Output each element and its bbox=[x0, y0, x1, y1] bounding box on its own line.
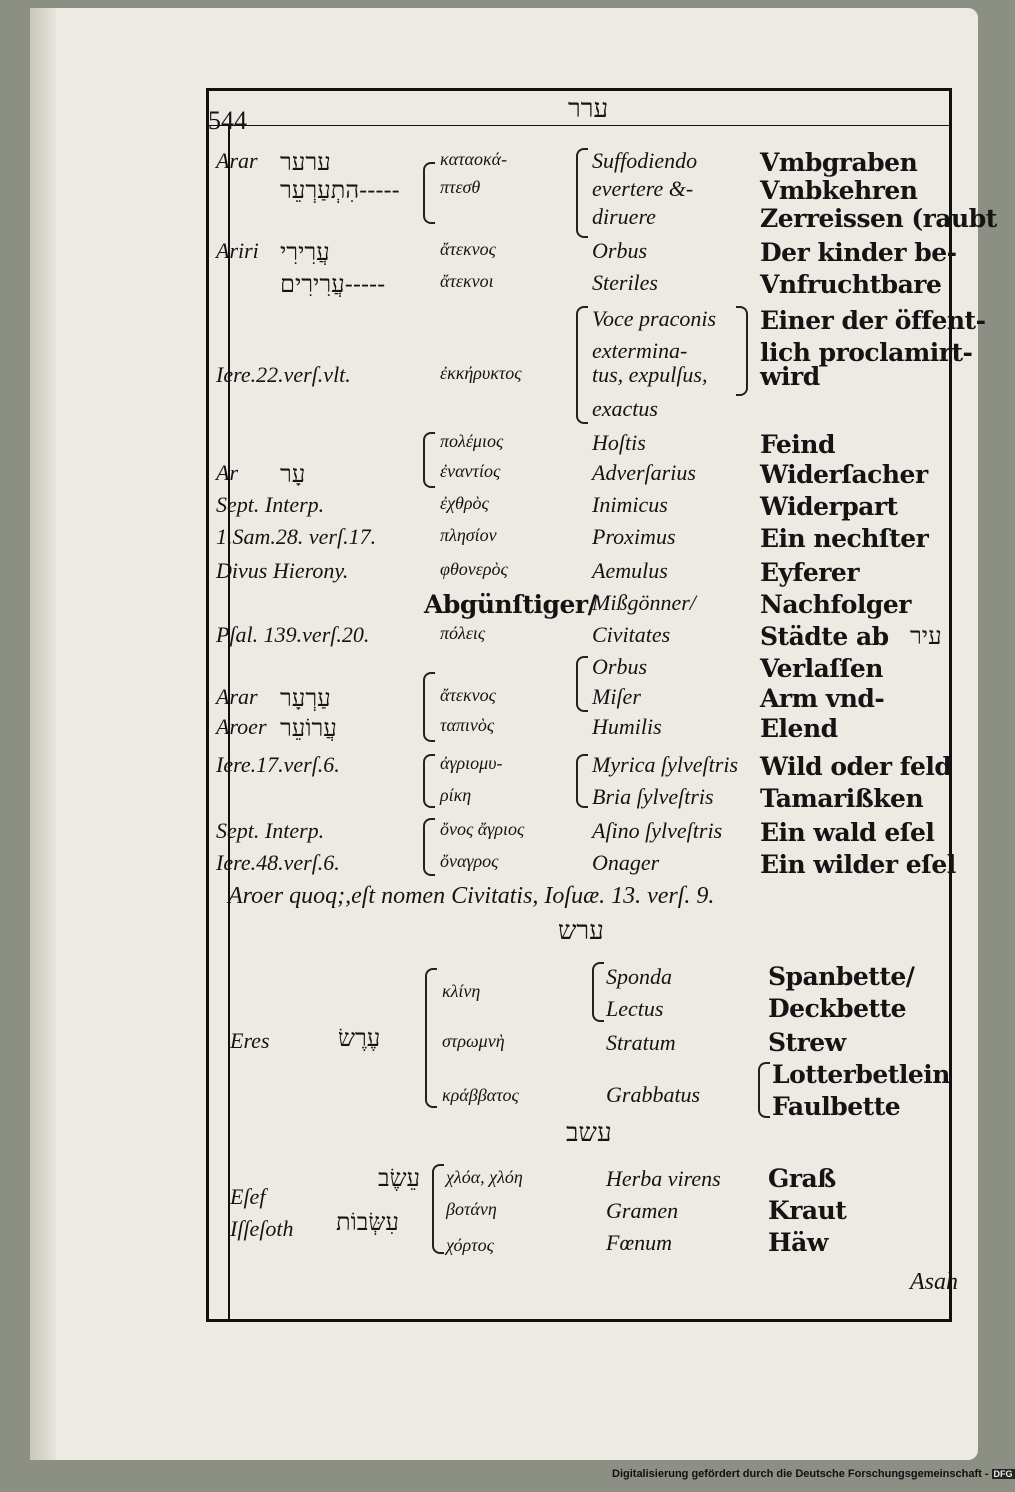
cell-c3: ἄτεκνος bbox=[440, 685, 496, 705]
cell-c4: diruere bbox=[592, 204, 656, 229]
cell-c4: Orbus bbox=[592, 654, 648, 679]
latin-word: Grabbatus bbox=[606, 1082, 701, 1107]
cell-c5: Ein wilder eſel bbox=[760, 850, 956, 879]
cell-c4: Adverſarius bbox=[592, 460, 696, 485]
cell-c1: Sept. Interp. bbox=[216, 818, 325, 843]
aroer-note: Aroer quoq;,eſt nomen Civitatis, Ioſuæ. 13. verſ. 9. bbox=[228, 883, 715, 909]
cell-c4: Suffodiendo bbox=[592, 148, 698, 173]
cell-c4: exactus bbox=[592, 396, 658, 421]
cell-c3: καταoκά- bbox=[440, 149, 508, 169]
latin-name: Eſef bbox=[230, 1184, 266, 1209]
frame-rule bbox=[206, 125, 952, 126]
cell-c1: Ariri bbox=[216, 238, 259, 263]
cell-c3: ταπινὸς bbox=[440, 715, 495, 735]
german-word: Deckbette bbox=[768, 994, 907, 1023]
latin-name: Eres bbox=[230, 1028, 270, 1053]
cell-c3: ρίκη bbox=[440, 785, 472, 805]
brace bbox=[576, 754, 588, 808]
cell-c4: Orbus bbox=[592, 238, 648, 263]
cell-c4: Miſer bbox=[592, 684, 641, 709]
cell-c3: πτεσθ bbox=[440, 177, 481, 197]
cell-c2: ערער bbox=[280, 148, 331, 176]
brace bbox=[423, 162, 435, 224]
section-heading: ערש bbox=[558, 916, 604, 946]
greek-word: χόρτος bbox=[446, 1235, 494, 1255]
cell-c5: Nachfolger bbox=[760, 590, 911, 619]
brace bbox=[736, 306, 748, 396]
greek-word: στρωμνὴ bbox=[442, 1031, 505, 1051]
cell-c2: -----הִתְעַרְעֵר bbox=[280, 176, 400, 204]
cell-c4: Civitates bbox=[592, 622, 671, 647]
section-heading: עשב bbox=[566, 1118, 612, 1148]
cell-c4: Proximus bbox=[592, 524, 676, 549]
cell-c3: πολέμιος bbox=[440, 431, 504, 451]
brace bbox=[423, 672, 435, 742]
hebrew-word: עֶרֶשׂ bbox=[338, 1024, 381, 1052]
cell-c5: Tamarißken bbox=[760, 784, 924, 813]
cell-c5: Ein nechſter bbox=[760, 524, 929, 553]
footer-credit bbox=[612, 1468, 1015, 1480]
latin-word: Lectus bbox=[606, 996, 664, 1021]
latin-word: Sponda bbox=[606, 964, 672, 989]
cell-c2: עָר bbox=[280, 460, 306, 488]
cell-c3: Abgünſtiger/ bbox=[424, 590, 597, 619]
greek-word: χλόα, χλόη bbox=[446, 1167, 523, 1187]
cell-c3: ἐχθρὸς bbox=[440, 493, 489, 513]
cell-c4: Mißgönner/ bbox=[592, 590, 696, 615]
cell-c3: ὄναγρος bbox=[440, 851, 499, 871]
cell-c1: Aroer bbox=[216, 714, 267, 739]
cell-c3: φθονερὸς bbox=[440, 559, 508, 579]
running-head: ערר bbox=[568, 94, 609, 124]
german-word: Faulbette bbox=[772, 1092, 901, 1121]
cell-c1: Divus Hierony. bbox=[216, 558, 349, 583]
cell-c5: Städte ab bbox=[760, 622, 889, 651]
greek-word: κράββατος bbox=[442, 1085, 519, 1105]
cell-c2: -----עֲרִירִים bbox=[280, 270, 386, 298]
cell-c1: Arar bbox=[216, 148, 258, 173]
cell-c5: Vnfruchtbare bbox=[760, 270, 942, 299]
german-word: Häw bbox=[768, 1228, 828, 1257]
cell-c2: עַרְעָר bbox=[280, 684, 331, 712]
cell-c2: עֲרִירִי bbox=[280, 238, 330, 266]
cell-c4: Bria ſylveſtris bbox=[592, 784, 714, 809]
brace bbox=[576, 306, 588, 424]
german-word: Kraut bbox=[768, 1196, 847, 1225]
brace bbox=[576, 148, 588, 238]
cell-c3: ἐκκήρυκτος bbox=[440, 363, 522, 383]
cell-c5: Ein wald eſel bbox=[760, 818, 935, 847]
brace bbox=[592, 962, 604, 1022]
brace bbox=[423, 818, 435, 876]
hebrew-word: עִשְּׂבוֹת bbox=[336, 1208, 399, 1236]
latin-word: Gramen bbox=[606, 1198, 679, 1223]
cell-c1: Iere.22.verſ.vlt. bbox=[216, 362, 351, 387]
brace bbox=[425, 968, 437, 1108]
hebrew-word: עֵשֶׂב bbox=[378, 1164, 421, 1192]
cell-c4: Onager bbox=[592, 850, 660, 875]
cell-c5: Vmbkehren bbox=[760, 176, 918, 205]
cell-c5: Widerpart bbox=[760, 492, 898, 521]
cell-c4: Aemulus bbox=[592, 558, 668, 583]
cell-c3: ἐναντίος bbox=[440, 461, 501, 481]
cell-c4: Hoſtis bbox=[592, 430, 646, 455]
cell-c5: Zerreissen (raubt bbox=[760, 204, 997, 233]
cell-c4: Inimicus bbox=[592, 492, 668, 517]
german-word: Spanbette/ bbox=[768, 962, 915, 991]
cell-c5: Vmbgraben bbox=[760, 148, 918, 177]
cell-c1: Sept. Interp. bbox=[216, 492, 325, 517]
greek-word: κλίνη bbox=[442, 981, 481, 1001]
page-number: 544 bbox=[208, 106, 247, 135]
cell-c5: wird bbox=[760, 362, 820, 391]
cell-c5: Arm vnd- bbox=[760, 684, 885, 713]
cell-c4: Myrica ſylveſtris bbox=[592, 752, 739, 777]
brace bbox=[423, 432, 435, 488]
cell-c5: Einer der öffent- bbox=[760, 306, 986, 335]
cell-c4: Voce praconis bbox=[592, 306, 717, 331]
brace bbox=[423, 754, 435, 808]
cell-c3: ἀγριομυ- bbox=[440, 753, 503, 773]
latin-word: Fœnum bbox=[606, 1230, 672, 1255]
cell-c2: עֲרוֹעֵר bbox=[280, 714, 337, 742]
german-word: Lotterbetlein bbox=[772, 1060, 950, 1089]
page-binding bbox=[30, 8, 56, 1460]
greek-word: βοτάνη bbox=[446, 1199, 497, 1219]
cell-c3: ἄτεκνος bbox=[440, 239, 496, 259]
cell-c1: Iere.48.verſ.6. bbox=[216, 850, 340, 875]
cell-c1: Iere.17.verſ.6. bbox=[216, 752, 340, 777]
latin-name: Iſſeſoth bbox=[230, 1216, 294, 1241]
cell-c3: πόλεις bbox=[440, 623, 486, 643]
cell-c5: Elend bbox=[760, 714, 838, 743]
german-word: Graß bbox=[768, 1164, 836, 1193]
cell-c1: Arar bbox=[216, 684, 258, 709]
cell-c5: Verlaſſen bbox=[760, 654, 883, 683]
cell-c1: Pſal. 139.verſ.20. bbox=[216, 622, 370, 647]
cell-c5: lich proclamirt- bbox=[760, 338, 973, 367]
latin-word: Herba virens bbox=[606, 1166, 721, 1191]
cell-c5: Wild oder feld bbox=[760, 752, 952, 781]
cell-c5: Der kinder be- bbox=[760, 238, 957, 267]
footer-text: Digitalisierung gefördert durch die Deutsche Forschungsgemeinschaft - bbox=[612, 1468, 989, 1480]
cell-c4: tus, expulſus, bbox=[592, 362, 708, 387]
cell-c4: Humilis bbox=[592, 714, 662, 739]
cell-c1: Ar bbox=[216, 460, 238, 485]
brace bbox=[432, 1164, 444, 1254]
cell-c3: ἄτεκνοι bbox=[440, 271, 494, 291]
cell-c4: evertere &- bbox=[592, 176, 694, 201]
brace bbox=[576, 656, 588, 712]
cell-c1: 1.Sam.28. verſ.17. bbox=[216, 524, 377, 549]
cell-c4: extermina- bbox=[592, 338, 688, 363]
cell-c5: Feind bbox=[760, 430, 835, 459]
brace bbox=[758, 1062, 770, 1118]
german-word: Strew bbox=[768, 1028, 846, 1057]
cell-c3: ὄνος ἄγριος bbox=[440, 819, 525, 839]
latin-word: Stratum bbox=[606, 1030, 676, 1055]
cell-c4: Aſino ſylveſtris bbox=[592, 818, 723, 843]
cell-c4: Steriles bbox=[592, 270, 658, 295]
catchword: Asah bbox=[910, 1269, 958, 1295]
cell-c5: Eyferer bbox=[760, 558, 859, 587]
cell-c5: Widerſacher bbox=[760, 460, 928, 489]
dfg-logo: DFG bbox=[993, 1469, 1013, 1479]
cell-c3: πλησίον bbox=[440, 525, 497, 545]
cell-c6: עיר bbox=[910, 622, 942, 650]
